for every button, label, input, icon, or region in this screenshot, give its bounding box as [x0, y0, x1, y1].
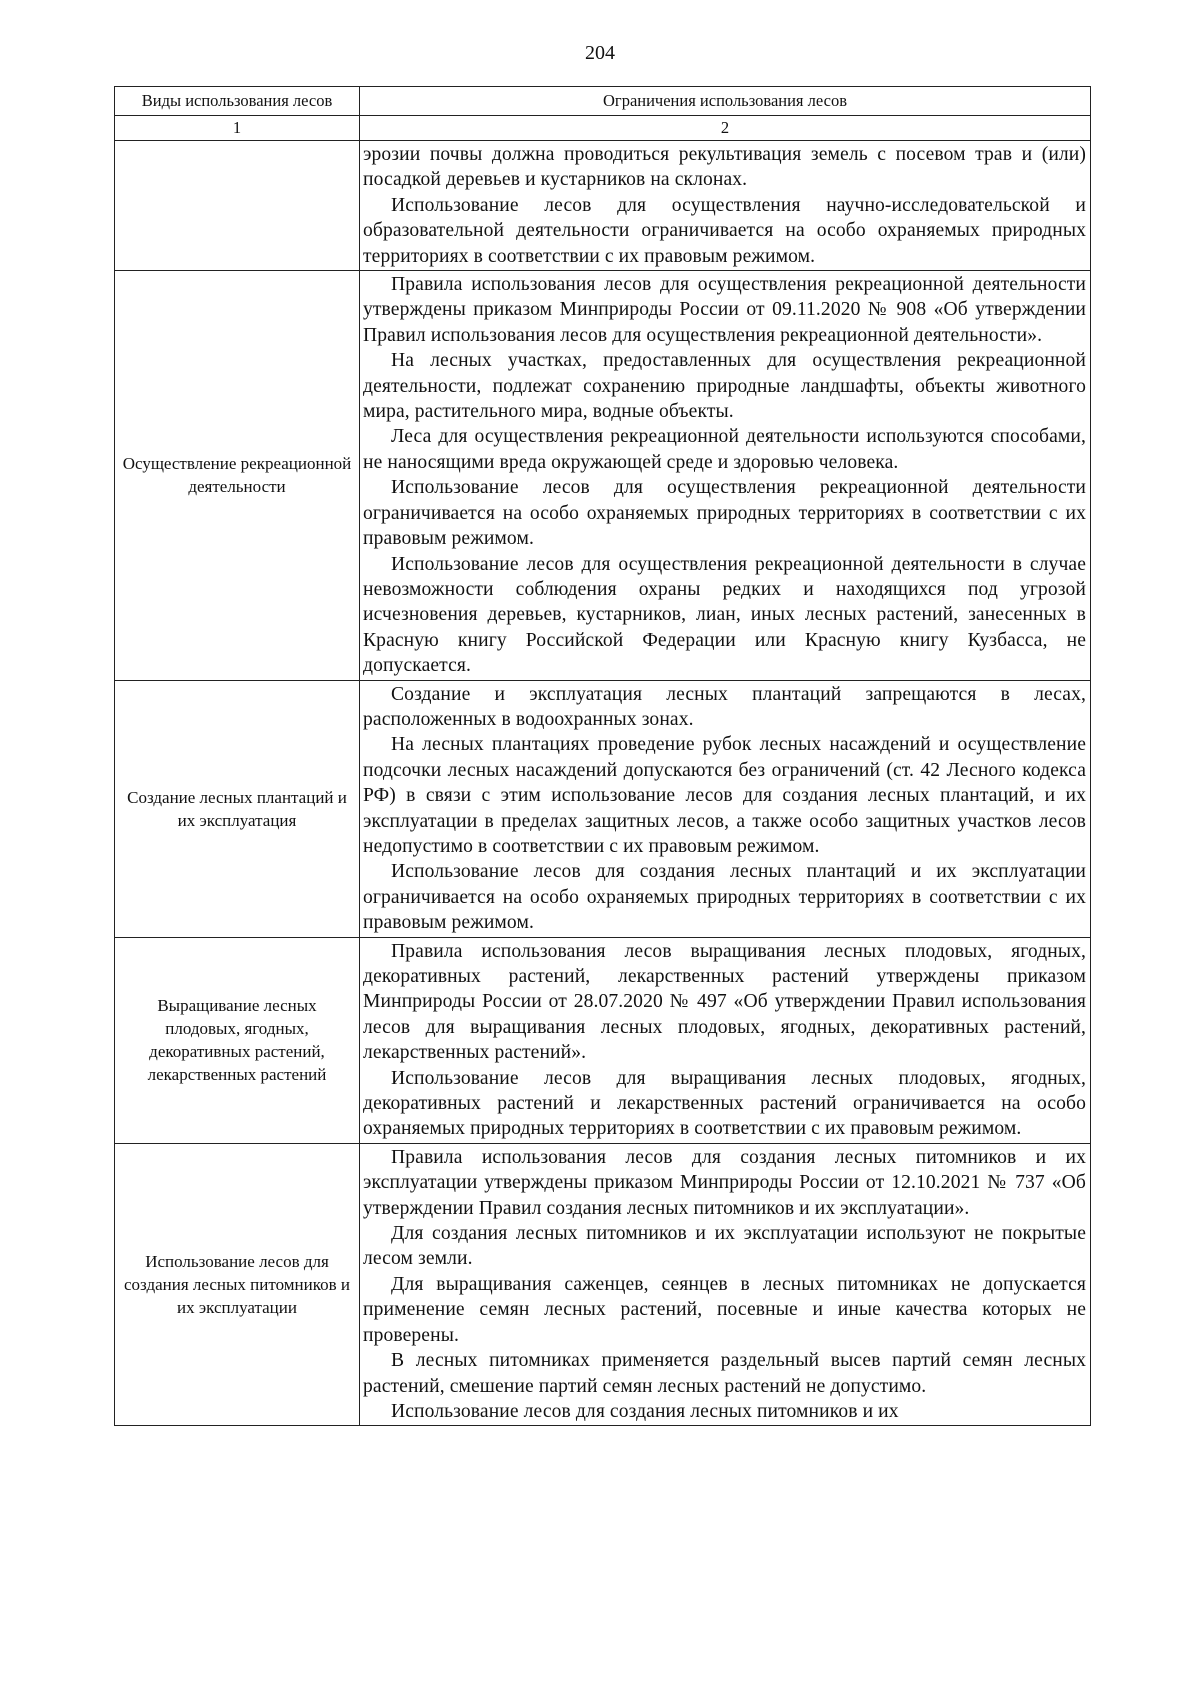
paragraph: В лесных питомниках применяется раздельный высев партий семян лесных растений, смешение партий семян лесных растений не допустимо. [363, 1350, 1086, 1397]
page-number: 204 [585, 42, 615, 64]
paragraph: Леса для осуществления рекреационной деятельности используются способами, не наносящими вреда окружающей среде и здоровью человека. [363, 426, 1086, 473]
paragraph: Правила использования лесов для создания лесных питомников и их эксплуатации утверждены приказом Минприроды России от 12.10.2021 № 737 «Об утверждении Правил создания лесных питомников и их эксплуатации». [363, 1146, 1086, 1219]
paragraph: эрозии почвы должна проводиться рекультивация земель с посевом трав и (или) посадкой деревьев и кустарников на склонах. [363, 144, 1086, 191]
row-kind-cell: Использование лесов для создания лесных питомников и их эксплуатации [115, 1143, 360, 1425]
paragraph: Использование лесов для создания лесных питомников и их [391, 1400, 899, 1422]
paragraph: На лесных плантациях проведение рубок лесных насаждений и осуществление подсочки лесных насаждений допускаются без ограничений (ст. 42 Лесного кодекса РФ) в связи с этим использование лесов для создания лесных плантаций, и их эксплуатации в пределах защитных лесов, а также особо защитных участков лесов недопустимо в соответствии с их правовым режимом. [363, 734, 1086, 857]
paragraph: Использование лесов для осуществления рекреационной деятельности в случае невозможности соблюдения охраны редких и находящихся под угрозой исчезновения деревьев, кустарников, лиан, иных лесных растений, занесенных в Красную книгу Российской Федерации или Красную книгу Кузбасса, не допускается. [363, 553, 1086, 677]
row-kind-cell: Осуществление рекреационной деятельности [115, 271, 360, 681]
row-kind-cell: Создание лесных плантаций и их эксплуатация [115, 680, 360, 937]
table-header-row [115, 87, 1091, 116]
row-kind-cell [115, 141, 360, 271]
paragraph: Использование лесов для осуществления научно-исследовательской и образовательной деятельности ограничивается на особо охраняемых природных территориях в соответствии с их правовым режимом. [363, 194, 1086, 267]
column-header-restrictions: Ограничения использования лесов [360, 87, 1091, 116]
column-number-1: 1 [115, 116, 360, 141]
paragraph: Использование лесов для создания лесных плантаций и их эксплуатации ограничивается на особо охраняемых природных территориях в соответствии с их правовым режимом. [363, 861, 1086, 934]
paragraph: Для создания лесных питомников и их эксплуатации используют не покрытые лесом земли. [363, 1223, 1086, 1270]
row-restrictions-cell [360, 141, 1091, 271]
paragraph: Правила использования лесов для осуществления рекреационной деятельности утверждены приказом Минприроды России от 09.11.2020 № 908 «Об утверждении Правил использования лесов для осуществления рекреационной деятельности». [363, 274, 1086, 346]
row-restrictions-cell [360, 271, 1091, 681]
paragraph: Использование лесов для осуществления рекреационной деятельности ограничивается на особо охраняемых природных территориях в соответствии с их правовым режимом. [363, 477, 1086, 550]
paragraph: На лесных участках, предоставленных для осуществления рекреационной деятельности, подлежат сохранению природные ландшафты, объекты животного мира, растительного мира, водные объекты. [363, 350, 1086, 423]
row-restrictions-cell [360, 937, 1091, 1143]
table-row [115, 1143, 1091, 1425]
row-restrictions-cell [360, 1143, 1091, 1425]
column-number-2: 2 [360, 116, 1091, 141]
table-row [115, 141, 1091, 271]
row-restrictions-cell [360, 680, 1091, 937]
column-number-row [115, 116, 1091, 141]
paragraph: Для выращивания саженцев, сеянцев в лесных питомниках не допускается применение семян лесных растений, посевные и иные качества которых не проверены. [363, 1273, 1086, 1346]
row-kind-cell: Выращивание лесных плодовых, ягодных, декоративных растений, лекарственных растений [115, 937, 360, 1143]
table-row [115, 680, 1091, 937]
column-header-kinds: Виды использования лесов [115, 87, 360, 116]
table-row [115, 937, 1091, 1143]
paragraph: Создание и эксплуатация лесных плантаций запрещаются в лесах, расположенных в водоохранных зонах. [363, 683, 1086, 730]
restrictions-table [114, 86, 1091, 1426]
paragraph: Правила использования лесов выращивания лесных плодовых, ягодных, декоративных растений, лекарственных растений утверждены приказом Минприроды России от 28.07.2020 № 497 «Об утверждении Правил использования лесов для выращивания лесных плодовых, ягодных, декоративных растений, лекарственных растений». [363, 940, 1086, 1064]
table-row [115, 271, 1091, 681]
paragraph: Использование лесов для выращивания лесных плодовых, ягодных, декоративных растений и лекарственных растений ограничивается на особо охраняемых природных территориях в соответствии с их правовым режимом. [363, 1067, 1086, 1140]
